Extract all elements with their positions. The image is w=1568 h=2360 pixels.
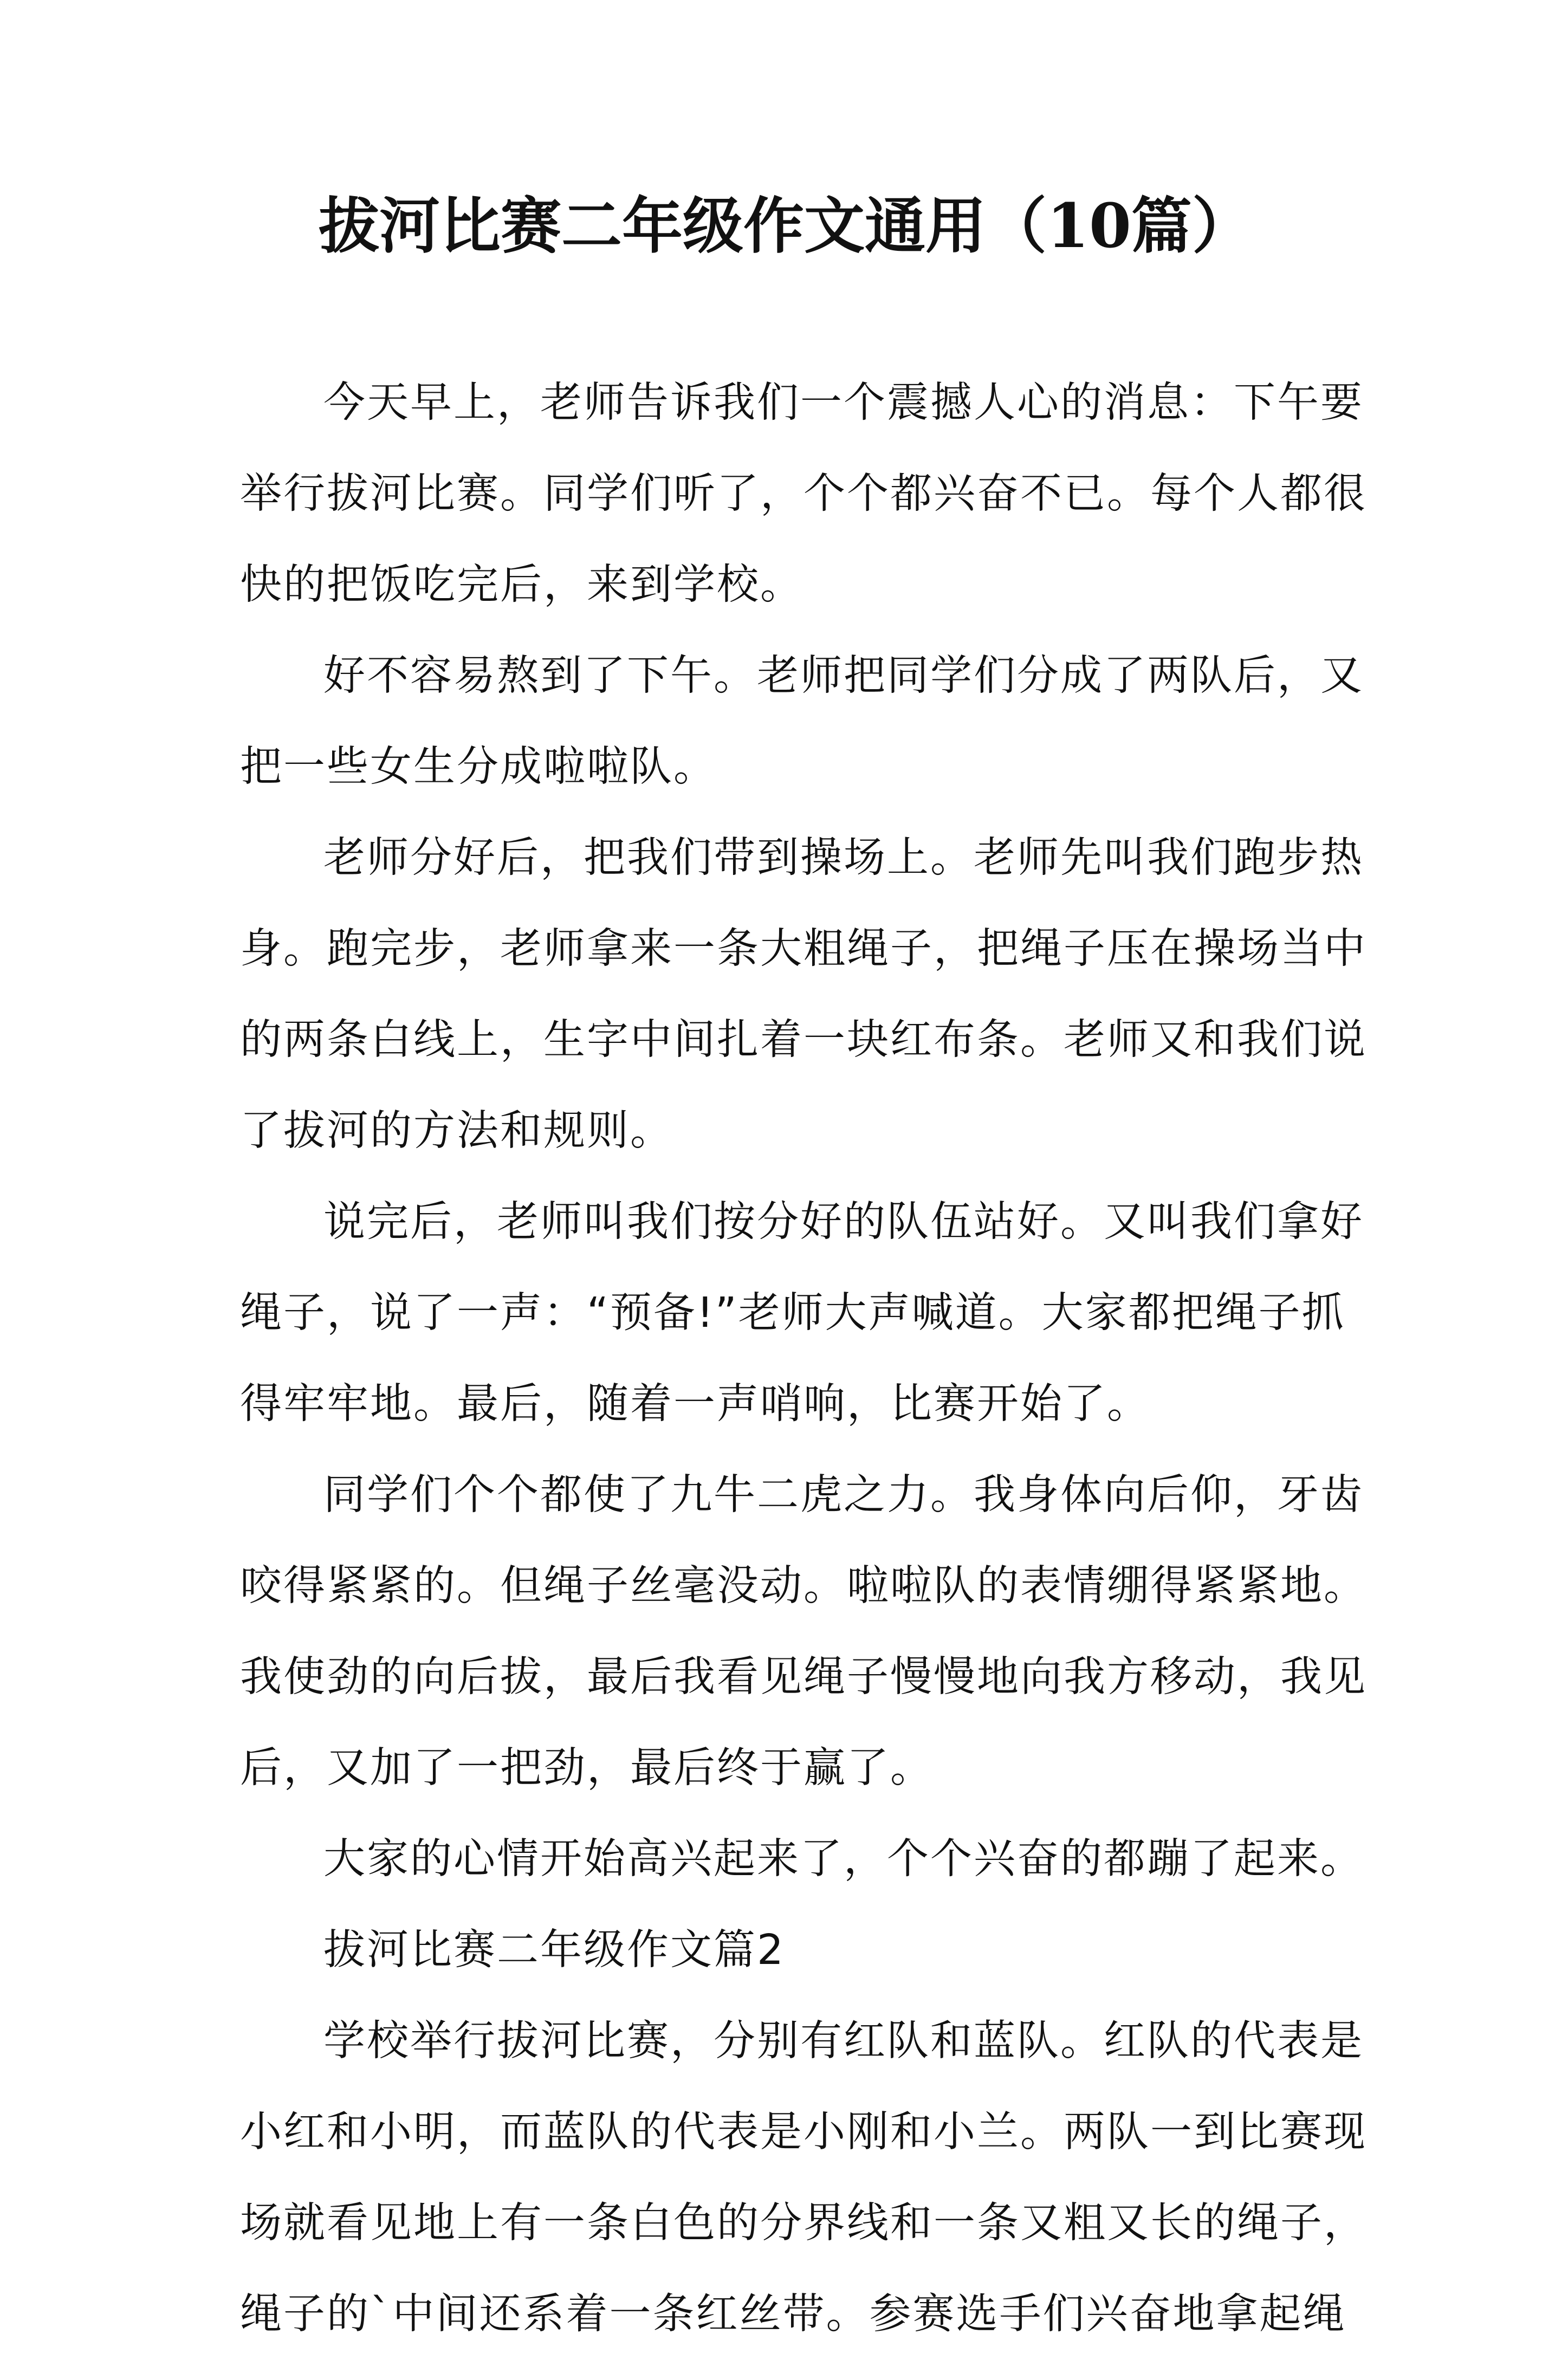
- paragraph-3: 老师分好后，把我们带到操场上。老师先叫我们跑步热身。跑完步，老师拿来一条大粗绳子，把绳子压在操场当中的两条白线上，生字中间扎着一块红布条。老师又和我们说了拔河的方法和规则。: [240, 834, 1367, 1155]
- document-title: 拔河比赛二年级作文通用（10篇）: [319, 191, 1253, 262]
- section-heading-2: 拔河比赛二年级作文篇2: [323, 1926, 785, 1974]
- paragraph-1: 今天早上，老师告诉我们一个震撼人心的消息：下午要举行拔河比赛。同学们听了，个个都兴奋不已。每个人都很快的把饭吃完后，来到学校。: [240, 379, 1367, 609]
- paragraph-4: 说完后，老师叫我们按分好的队伍站好。又叫我们拿好绳子，说了一声：“预备!”老师大声喊道。大家都把绳子抓得牢牢地。最后，随着一声哨响，比赛开始了。: [240, 1198, 1364, 1428]
- document-body: [240, 358, 1372, 2360]
- paragraph-6: 大家的心情开始高兴起来了，个个兴奋的都蹦了起来。: [323, 1835, 1364, 1883]
- paragraph-2: 好不容易熬到了下午。老师把同学们分成了两队后，又把一些女生分成啦啦队。: [240, 652, 1364, 791]
- paragraph-7: 学校举行拔河比赛，分别有红队和蓝队。红队的代表是小红和小明，而蓝队的代表是小刚和小兰。两队一到比赛现场就看见地上有一条白色的分界线和一条又粗又长的绳子，绳子的`中间还系着一条红丝带。参赛选手们兴奋地拿起绳: [240, 2017, 1367, 2338]
- paragraph-5: 同学们个个都使了九牛二虎之力。我身体向后仰，牙齿咬得紧紧的。但绳子丝毫没动。啦啦队的表情绷得紧紧地。我使劲的向后拔，最后我看见绳子慢慢地向我方移动，我见后，又加了一把劲，最后终于赢了。: [240, 1471, 1367, 1792]
